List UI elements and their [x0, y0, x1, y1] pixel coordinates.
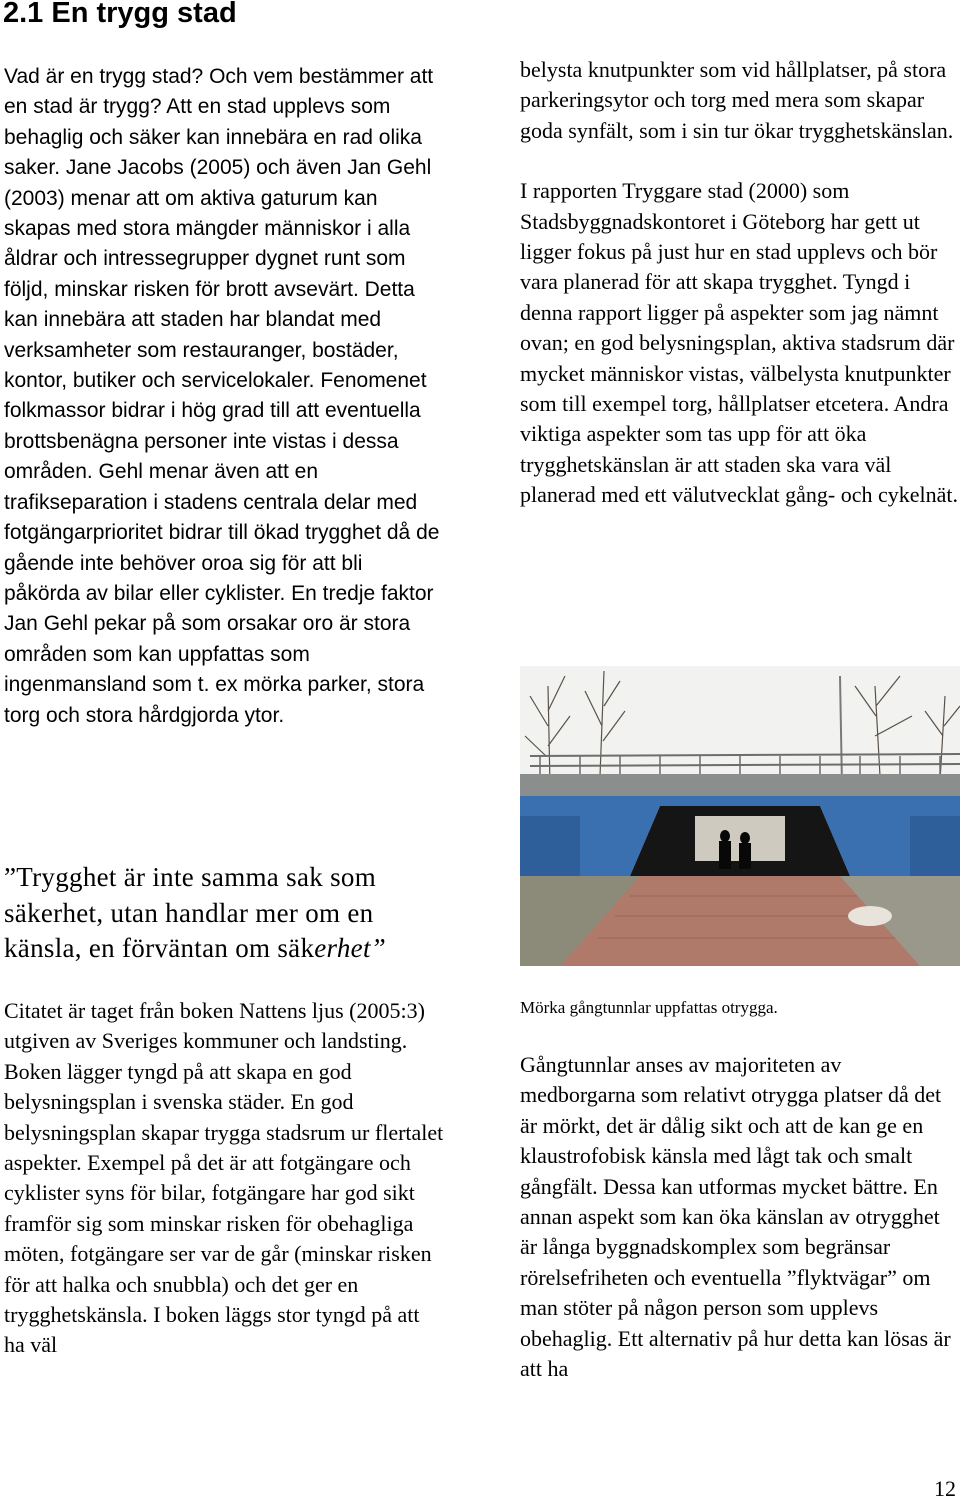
right-column: [520, 55, 958, 511]
page-number: 12: [934, 1476, 956, 1501]
pull-quote: [4, 860, 444, 967]
body-paragraph: Vad är en trygg stad? Och vem bestämmer att en stad är trygg? Att en stad upplevs som behaglig och säker kan innebära en rad olika saker. Jane Jacobs (2005) och även Jan Gehl (2003) menar att om aktiva gaturum kan skapas med stora mängder människor i alla åldrar och intressegrupper dygnet runt som följd, minskar risken för brott avsevärt. Detta kan innebära att staden har blandat med verksamheter som restauranger, bostäder, kontor, butiker och servicelokaler. Fenomenet folkmassor bidrar i hög grad till att eventuella brottsbenägna personer inte vistas i dessa områden. Gehl menar även att en trafikseparation i stadens centrala delar med fotgängarprioritet bidrar till ökad trygghet då de gående inte behöver oroa sig för att bli påkörda av bilar eller cyklister. En tredje faktor Jan Gehl pekar på som orsakar oro är stora områden som kan uppfattas som ingenmansland som t. ex mörka parker, stora torg och stora hårdgjorda ytor.: [4, 65, 440, 727]
photo-caption: Mörka gångtunnlar uppfattas otrygga.: [520, 998, 778, 1017]
pull-quote-text: ”Trygghet är inte samma sak som säkerhet, utan handlar mer om en känsla, en förväntan om säk: [4, 862, 376, 963]
right-column-lower: [520, 1050, 960, 1384]
body-paragraph: Gångtunnlar anses av majoriteten av medborgarna som relativt otrygga platser då det är mörkt, det är dålig sikt och att de kan ge en klaustrofobisk känsla med lågt tak och smalt gångfält. Dessa kan utformas mycket bättre. En annan aspekt som kan öka känslan av otrygghet är långa byggnadskomplex som begränsar rörelsefriheten och eventuella ”flyktvägar” om man stöter på någon person som upplevs obehaglig. Ett alternativ på hur detta kan lösas är att ha: [520, 1052, 951, 1382]
body-paragraph: I rapporten Tryggare stad (2000) som Stadsbyggnadskontoret i Göteborg har gett ut ligger fokus på just hur en stad upplevs och bör vara planerad för att skapa trygghet. Tyngd i denna rapport ligger på aspekter som jag nämnt ovan; en god belysningsplan, aktiva stadsrum där mycket människor vistas, välbelysta knutpunkter som till exempel torg, hållplatser etcetera. Andra viktiga aspekter som tas upp för att öka trygghetskänslan är att staden ska vara väl planerad med ett välutvecklat gång- och cykelnät.: [520, 178, 958, 508]
tunnel-illustration: [520, 666, 960, 966]
citation-paragraph: Citatet är taget från boken Nattens ljus (2005:3) utgiven av Sveriges kommuner och landsting. Boken lägger tyngd på att skapa en god belysningsplan i svenska städer. En god belysningsplan skapar trygga stadsrum ur flertalet aspekter. Exempel på det är att fotgängare och cyklister syns för bilar, fotgängare har god sikt framför sig som minskar risken för obehagliga möten, fotgängare ser var de går (minskar risken för att halka och snubbla) och det ger en trygghetskänsla. I boken läggs stor tyngd på att ha väl: [4, 998, 444, 1358]
citation-block: [4, 996, 444, 1361]
pull-quote-italic-end: erhet”: [314, 933, 387, 963]
section-heading: 2.1 En trygg stad: [3, 0, 237, 29]
tunnel-photo: [520, 666, 960, 966]
body-paragraph: belysta knutpunkter som vid hållplatser, på stora parkeringsytor och torg med mera som skapar goda synfält, som i sin tur ökar trygghetskänslan.: [520, 57, 954, 143]
left-column: [4, 62, 444, 731]
